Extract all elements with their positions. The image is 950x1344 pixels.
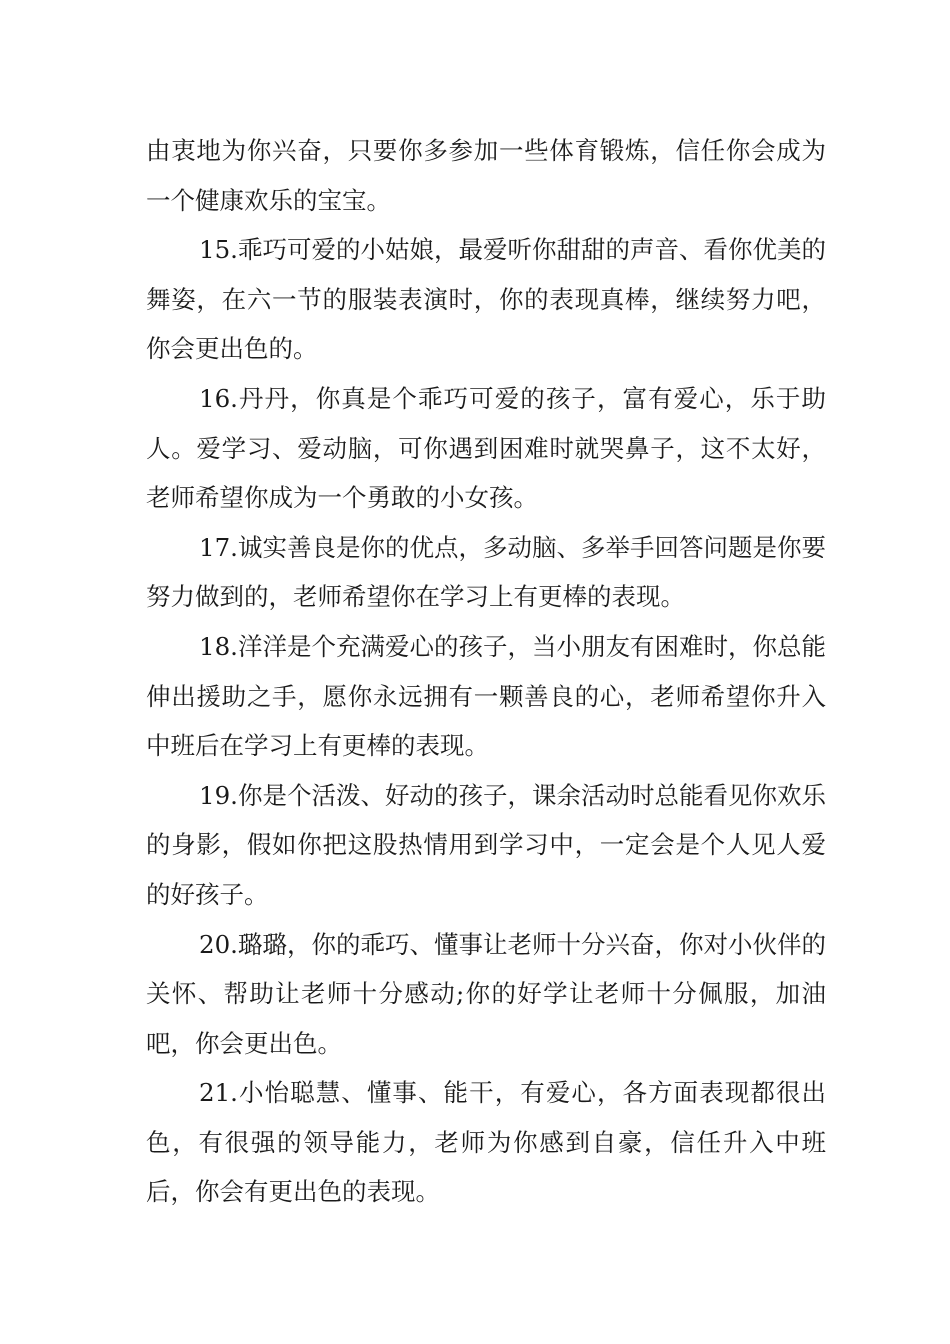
paragraph-item-17: 17.诚实善良是你的优点，多动脑、多举手回答问题是你要努力做到的，老师希望你在学习上有更棒的表现。	[146, 532, 826, 612]
paragraph-continuation: 由衷地为你兴奋，只要你多参加一些体育锻炼，信任你会成为一个健康欢乐的宝宝。	[146, 136, 826, 215]
paragraph-item-16: 16.丹丹，你真是个乖巧可爱的孩子，富有爱心，乐于助人。爱学习、爱动脑，可你遇到困难时就哭鼻子，这不太好，老师希望你成为一个勇敢的小女孩。	[146, 383, 826, 513]
paragraph-item-21: 21.小怡聪慧、懂事、能干，有爱心，各方面表现都很出色，有很强的领导能力，老师为你感到自豪，信任升入中班后，你会有更出色的表现。	[146, 1078, 826, 1207]
paragraph-item-15: 15.乖巧可爱的小姑娘，最爱听你甜甜的声音、看你优美的舞姿，在六一节的服装表演时，你的表现真棒，继续努力吧，你会更出色的。	[146, 235, 826, 364]
paragraph-item-20: 20.璐璐，你的乖巧、懂事让老师十分兴奋，你对小伙伴的关怀、帮助让老师十分感动;你的好学让老师十分佩服，加油吧，你会更出色。	[146, 929, 826, 1058]
paragraph-item-19: 19.你是个活泼、好动的孩子，课余活动时总能看见你欢乐的身影，假如你把这股热情用到学习中，一定会是个人见人爱的好孩子。	[146, 780, 826, 909]
paragraph-item-18: 18.洋洋是个充满爱心的孩子，当小朋友有困难时，你总能伸出援助之手，愿你永远拥有一颗善良的心，老师希望你升入中班后在学习上有更棒的表现。	[146, 631, 826, 761]
document-body	[146, 126, 826, 1217]
